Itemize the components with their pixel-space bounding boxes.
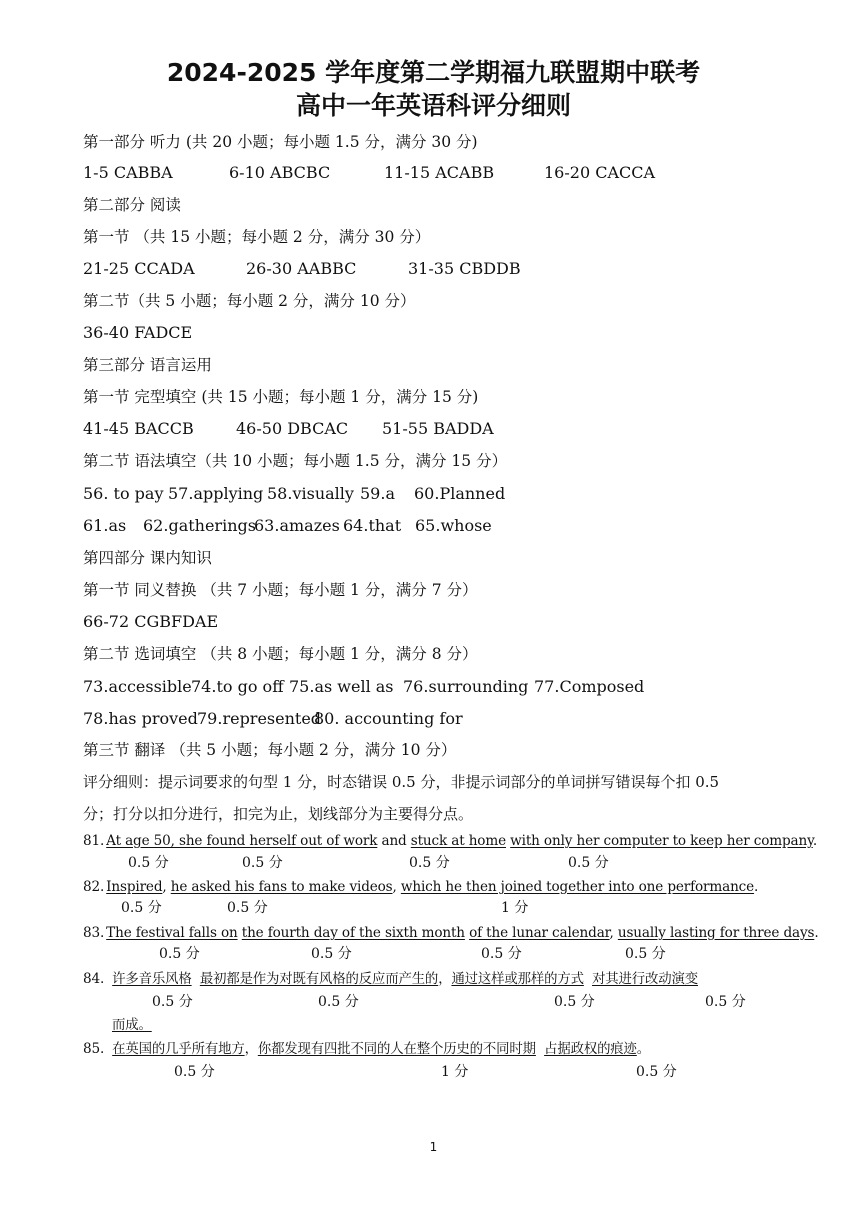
plain-segment: ， — [244, 1042, 258, 1057]
part2-heading: 第二部分 阅读 — [83, 196, 181, 214]
underlined-segment: 许多音乐风格 — [112, 972, 192, 987]
score-label: 0.5 分 — [152, 994, 193, 1010]
scoring-rule-line: 分；打分以扣分进行，扣完为止，划线部分为主要得分点。 — [83, 805, 474, 823]
answer-group: 1-5 CABBA — [83, 163, 173, 182]
part3-sec2-heading: 第二节 语法填空（共 10 小题；每小题 1.5 分，满分 15 分） — [83, 452, 508, 470]
plain-segment — [584, 972, 592, 987]
part2-sec2-heading: 第二节（共 5 小题；每小题 2 分，满分 10 分） — [83, 292, 416, 310]
answer-group: 41-45 BACCB — [83, 419, 194, 438]
plain-segment: . — [812, 833, 817, 849]
underlined-segment: At age 50, she found herself out of work — [106, 833, 378, 849]
plain-segment: , — [392, 879, 401, 895]
part1-heading: 第一部分 听力 (共 20 小题；每小题 1.5 分，满分 30 分) — [83, 133, 478, 151]
answer-group: 66-72 CGBFDAE — [83, 612, 219, 631]
score-label: 1 分 — [501, 900, 529, 916]
score-label: 0.5 分 — [568, 855, 609, 871]
grammar-answer: 63.amazes — [254, 516, 340, 535]
scoring-rule-line: 评分细则：提示词要求的句型 1 分，时态错误 0.5 分，非提示词部分的单词拼写错误每个扣 0.5 — [83, 773, 720, 791]
underlined-segment: he asked his fans to make videos — [170, 879, 393, 895]
underlined-segment: The festival falls on — [106, 925, 238, 941]
part4-heading: 第四部分 课内知识 — [83, 549, 212, 567]
score-label: 0.5 分 — [409, 855, 450, 871]
grammar-answer: 65.whose — [415, 516, 492, 535]
translation-83 — [83, 924, 818, 942]
underlined-segment: 占据政权的痕迹 — [544, 1042, 637, 1057]
part4-sec2-heading: 第二节 选词填空 （共 8 小题；每小题 1 分，满分 8 分） — [83, 645, 478, 663]
answer-group: 46-50 DBCAC — [236, 419, 349, 438]
score-label: 0.5 分 — [128, 855, 169, 871]
item-number: 85. — [83, 1041, 105, 1057]
underlined-segment: 对其进行改动演变 — [592, 972, 698, 987]
score-label: 0.5 分 — [227, 900, 268, 916]
answer-group: 21-25 CCADA — [83, 259, 195, 278]
part3-heading: 第三部分 语言运用 — [83, 356, 212, 374]
page-number: 1 — [429, 1140, 438, 1154]
score-label: 0.5 分 — [242, 855, 283, 871]
score-label: 0.5 分 — [705, 994, 746, 1010]
score-label: 0.5 分 — [554, 994, 595, 1010]
item-number: 83. — [83, 925, 105, 941]
answer-group: 16-20 CACCA — [544, 163, 656, 182]
grammar-answer: 59.a — [360, 484, 395, 503]
plain-segment — [192, 972, 200, 987]
score-label: 0.5 分 — [481, 946, 522, 962]
score-label: 0.5 分 — [174, 1064, 215, 1080]
translation-81 — [83, 832, 817, 850]
answer-group: 36-40 FADCE — [83, 323, 193, 342]
grammar-answer: 60.Planned — [414, 484, 506, 503]
grammar-answer: 58.visually — [267, 484, 354, 503]
word-answer: 76.surrounding — [403, 677, 529, 696]
plain-segment: ， — [438, 972, 452, 987]
word-answer: 77.Composed — [534, 677, 645, 696]
grammar-answer: 62.gatherings — [143, 516, 256, 535]
underlined-segment: the fourth day of the sixth month — [241, 925, 465, 941]
grammar-answer: 57.applying — [168, 484, 264, 503]
answer-group: 51-55 BADDA — [382, 419, 494, 438]
score-label: 0.5 分 — [318, 994, 359, 1010]
plain-segment: . — [814, 925, 819, 941]
grammar-answer: 64.that — [343, 516, 402, 535]
underlined-segment: usually lasting for three days — [617, 925, 815, 941]
score-label: 0.5 分 — [625, 946, 666, 962]
underlined-segment: 而成。 — [112, 1018, 152, 1033]
plain-segment: 。 — [636, 1042, 651, 1057]
underlined-segment: Inspired — [106, 879, 163, 895]
translation-84 — [83, 970, 698, 989]
word-answer: 80. accounting for — [314, 709, 463, 728]
translation-85 — [83, 1040, 650, 1059]
item-number: 81. — [83, 833, 105, 849]
translation-82 — [83, 878, 758, 896]
plain-segment: and — [377, 833, 411, 849]
underlined-segment: stuck at home — [410, 833, 506, 849]
part4-sec3-heading: 第三节 翻译 （共 5 小题；每小题 2 分，满分 10 分） — [83, 741, 457, 759]
underlined-segment: which he then joined together into one performance — [400, 879, 755, 895]
word-answer: 73.accessible — [83, 677, 192, 696]
word-answer: 79.represented — [197, 709, 322, 728]
answer-group: 26-30 AABBC — [246, 259, 357, 278]
underlined-segment: of the lunar calendar — [469, 925, 610, 941]
score-label: 0.5 分 — [636, 1064, 677, 1080]
word-answer: 74.to go off — [191, 677, 284, 696]
answer-group: 11-15 ACABB — [384, 163, 495, 182]
underlined-segment: with only her computer to keep her company — [510, 833, 813, 849]
score-label: 0.5 分 — [121, 900, 162, 916]
word-answer: 75.as well as — [289, 677, 394, 696]
answer-group: 31-35 CBDDB — [408, 259, 521, 278]
word-answer: 78.has proved — [83, 709, 198, 728]
plain-segment: , — [162, 879, 171, 895]
item-number: 84. — [83, 971, 105, 987]
underlined-segment: 在英国的几乎所有地方 — [112, 1042, 245, 1057]
grammar-answer: 56. to pay — [83, 484, 164, 503]
part2-sec1-heading: 第一节 （共 15 小题；每小题 2 分，满分 30 分） — [83, 228, 431, 246]
item-number: 82. — [83, 879, 105, 895]
answer-group: 6-10 ABCBC — [229, 163, 331, 182]
plain-segment: . — [754, 879, 759, 895]
part4-sec1-heading: 第一节 同义替换 （共 7 小题；每小题 1 分，满分 7 分） — [83, 581, 478, 599]
score-label: 0.5 分 — [311, 946, 352, 962]
part3-sec1-heading: 第一节 完型填空 (共 15 小题；每小题 1 分，满分 15 分) — [83, 388, 479, 406]
plain-segment: , — [609, 925, 618, 941]
underlined-segment: 最初都是作为对既有风格的反应而产生的 — [199, 972, 439, 987]
plain-segment — [536, 1042, 544, 1057]
underlined-segment: 通过这样或那样的方式 — [451, 972, 584, 987]
score-label: 0.5 分 — [159, 946, 200, 962]
grammar-answer: 61.as — [83, 516, 127, 535]
page-subtitle: 高中一年英语科评分细则 — [295, 91, 571, 120]
page-title: 2024-2025 学年度第二学期福九联盟期中联考 — [166, 58, 701, 87]
translation-84-continued — [112, 1016, 152, 1035]
score-label: 1 分 — [441, 1064, 469, 1080]
underlined-segment: 你都发现有四批不同的人在整个历史的不同时期 — [257, 1042, 536, 1057]
